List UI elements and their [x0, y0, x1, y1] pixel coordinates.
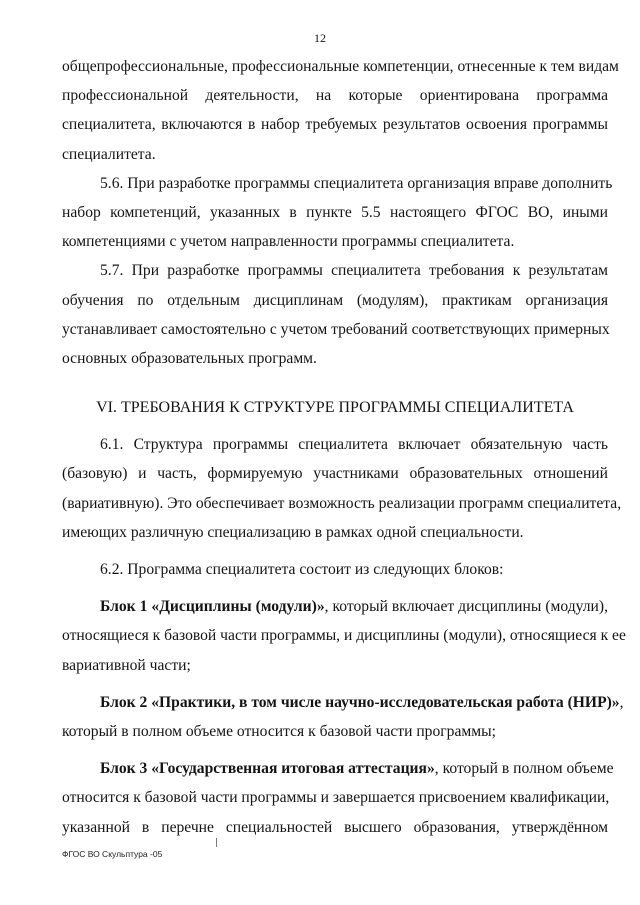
page-number: 12 [314, 31, 326, 45]
block-2-title: Блок 2 «Практики, в том числе научно-исследовательская работа (НИР)» [100, 693, 620, 711]
block-1-title: Блок 1 «Дисциплины (модули)» [100, 598, 325, 616]
block-2-line [62, 692, 624, 721]
block-3-line [62, 758, 614, 787]
paragraph-5-6-start: 5.6. При разработке программы специалитета организация вправе дополнить [100, 174, 613, 192]
text-line: который в полном объеме относится к базовой части программы; [62, 722, 496, 740]
scan-artifact [216, 838, 217, 847]
text-line: специалитета. [62, 145, 156, 163]
block-2-text: , [619, 693, 624, 711]
text-line: относится к базовой части программы и завершается присвоением квалификации, [62, 789, 610, 807]
text-line: вариативной части; [62, 656, 191, 674]
block-1-line [62, 596, 608, 625]
text-line: (базовую) и часть, формируемую участниками образовательных отношений [62, 465, 608, 483]
paragraph-6-2: 6.2. Программа специалитета состоит из следующих блоков: [100, 561, 504, 578]
section-heading: VI. ТРЕБОВАНИЯ К СТРУКТУРЕ ПРОГРАММЫ СПЕЦИАЛИТЕТА [96, 399, 574, 417]
block-1-text: , который включает дисциплины (модули), [324, 598, 608, 616]
text-line: имеющих различную специализацию в рамках одной специальности. [62, 523, 524, 541]
text-line: обучения по отдельным дисциплинам (модулям), практикам организация [62, 291, 608, 309]
paragraph-5-7-start: 5.7. При разработке программы специалитета требования к результатам [100, 262, 608, 280]
text-line: специалитета, включаются в набор требуемых результатов освоения программы [62, 116, 608, 134]
text-line: относящиеся к базовой части программы, и дисциплины (модули), относящиеся к ее [62, 627, 626, 645]
text-line: основных образовательных программ. [62, 349, 317, 367]
text-line: (вариативную). Это обеспечивает возможность реализации программ специалитета, [62, 494, 622, 512]
block-3-text: , который в полном объеме [434, 760, 614, 778]
text-line: устанавливает самостоятельно с учетом требований соответствующих примерных [62, 320, 610, 338]
document-body [62, 56, 626, 846]
block-3-title: Блок 3 «Государственная итоговая аттестация» [100, 760, 435, 778]
text-line: общепрофессиональные, профессиональные компетенции, отнесенные к тем видам [62, 58, 619, 75]
text-line: набор компетенций, указанных в пункте 5.5 настоящего ФГОС ВО, иными [62, 203, 608, 221]
paragraph-6-1-start: 6.1. Структура программы специалитета включает обязательную часть [100, 436, 608, 454]
text-line: указанной в перечне специальностей высшего образования, утверждённом [62, 818, 608, 836]
text-line: компетенциями с учетом направленности программы специалитета. [62, 233, 515, 251]
footer-label: ФГОС ВО Скульптура -05 [62, 849, 163, 859]
text-line: профессиональной деятельности, на которые ориентирована программа [62, 87, 608, 105]
